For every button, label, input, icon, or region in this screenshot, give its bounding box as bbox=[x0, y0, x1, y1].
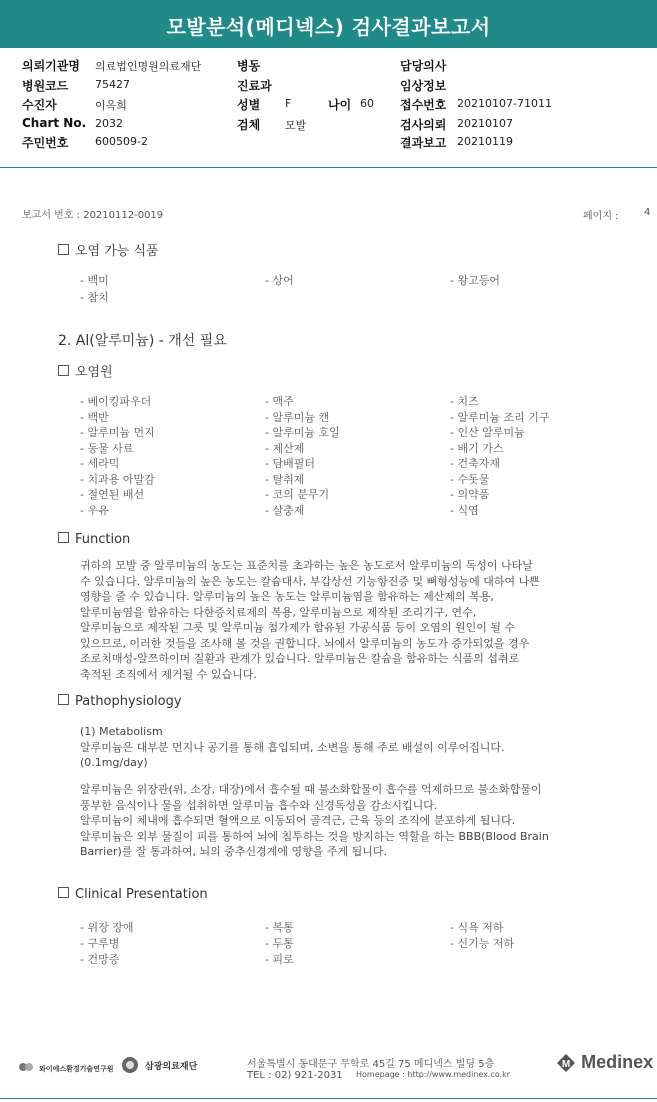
list-item: - 알루미늄 먼지 bbox=[80, 426, 155, 439]
text-line: 알루미늄은 외부 물질이 피를 통하여 뇌에 침투하는 것을 방지하는 역할을 하는 BBB(Blood Brain bbox=[80, 829, 549, 843]
list-item: - 피로 bbox=[265, 953, 294, 966]
page-label: 페이지 : bbox=[583, 211, 619, 222]
list-item: - 식욕 저하 bbox=[450, 921, 504, 934]
list-item: - 건축자재 bbox=[450, 457, 500, 470]
text-line: 수 있습니다. 알루미늄의 높은 농도는 칼슘대사, 부갑상선 기능항진증 및 뼈형성능에 대하여 나쁜 bbox=[80, 574, 540, 588]
samkwang-logo-icon bbox=[120, 1056, 140, 1074]
footer-homepage: Homepage : http://www.medinex.co.kr bbox=[356, 1070, 511, 1079]
list-item: - 알루미늄 캔 bbox=[265, 410, 330, 424]
list-item: - 복통 bbox=[265, 921, 294, 934]
list-item: - 알루미늄 조리 기구 bbox=[450, 410, 550, 424]
footer-logo-2 bbox=[120, 1054, 197, 1074]
receipt-label: 접수번호 bbox=[400, 98, 447, 112]
sex-label: 성별 bbox=[237, 98, 261, 112]
sources-heading: 오염원 bbox=[58, 361, 113, 380]
list-item: - 백미 bbox=[80, 274, 109, 287]
list-item: - 백반 bbox=[80, 410, 109, 424]
footer-divider bbox=[0, 1098, 657, 1099]
department-label: 진료과 bbox=[237, 79, 272, 93]
report-title: 모발분석(메디넥스) 검사결과보고서 bbox=[0, 0, 657, 48]
list-item: - 수돗물 bbox=[450, 472, 490, 486]
text-line: (0.1mg/day) bbox=[80, 756, 148, 769]
clinical-heading: Clinical Presentation bbox=[58, 887, 208, 902]
chart-value: 2032 bbox=[95, 117, 123, 130]
institution-value: 의료법인명원의료재단 bbox=[95, 60, 202, 73]
list-item: - 상어 bbox=[265, 274, 294, 287]
checkbox-square-icon bbox=[58, 532, 69, 543]
list-item: - 식염 bbox=[450, 503, 479, 517]
text-line: Barrier)를 잘 통과하여, 뇌의 중추신경계에 영향을 주게 됩니다. bbox=[80, 845, 388, 858]
report-date-value: 20210119 bbox=[457, 135, 513, 148]
footer-tel: TEL : 02) 921-2031 bbox=[247, 1070, 343, 1081]
text-line: (1) Metabolism bbox=[80, 725, 163, 738]
list-item: - 동물 사료 bbox=[80, 441, 134, 455]
footer-logo-1 bbox=[18, 1056, 113, 1075]
footer-brand bbox=[556, 1052, 653, 1073]
sex-value: F bbox=[285, 97, 292, 110]
patho-text-1 bbox=[80, 724, 650, 771]
report-number: 보고서 번호 : 20210112-0019 bbox=[22, 210, 164, 221]
institution-label: 의뢰기관명 bbox=[22, 59, 80, 73]
age-label: 나이 bbox=[328, 98, 352, 112]
header-divider bbox=[0, 167, 657, 168]
footer-address: 서울특별시 동대문구 무학로 45길 75 메디넥스 빌딩 5층 bbox=[247, 1059, 495, 1070]
id-value: 600509-2 bbox=[95, 135, 148, 148]
receipt-value: 20210107-71011 bbox=[457, 97, 552, 110]
patho-heading: Pathophysiology bbox=[58, 694, 182, 709]
function-heading: Function bbox=[58, 532, 130, 547]
text-line: 귀하의 모발 중 알루미늄의 농도는 표준치를 초과하는 높은 농도로서 알루미늄의 독성이 나타날 bbox=[80, 559, 533, 572]
list-item: - 탈취제 bbox=[265, 472, 305, 486]
list-item: - 제산제 bbox=[265, 441, 305, 455]
specimen-value: 모발 bbox=[285, 119, 307, 132]
ys-logo-icon bbox=[18, 1060, 34, 1074]
footer-logo-2-text: 삼광의료재단 bbox=[145, 1062, 198, 1072]
page-number: 4 bbox=[644, 207, 651, 218]
ward-label: 병동 bbox=[237, 59, 261, 73]
list-item: - 위장 장애 bbox=[80, 921, 134, 934]
clinical-info-label: 임상정보 bbox=[400, 79, 447, 93]
checkbox-square-icon bbox=[58, 694, 69, 705]
list-item: - 알루미늄 호일 bbox=[265, 426, 340, 439]
text-line: 알루미늄은 위장관(위, 소장, 대장)에서 흡수될 때 불소화합물이 흡수를 억제하므로 불소화합물이 bbox=[80, 783, 542, 796]
text-line: 풍부한 음식이나 물을 섭취하면 알루미늄 흡수와 신경독성을 감소시킵니다. bbox=[80, 798, 438, 812]
hospital-code-label: 병원코드 bbox=[22, 79, 69, 93]
text-line: 있으므로, 이러한 것들을 조사해 볼 것을 권합니다. 뇌에서 알루미늄의 농도가 증가되었을 경우 bbox=[80, 636, 530, 650]
age-value: 60 bbox=[360, 97, 374, 110]
list-item: - 건망증 bbox=[80, 953, 120, 966]
text-line: 영향을 줄 수 있습니다. 알루미늄의 높은 농도는 알루미늄염을 함유하는 제산제의 복용, bbox=[80, 590, 494, 603]
list-item: - 절연된 배선 bbox=[80, 488, 145, 501]
patient-value: 이옥희 bbox=[95, 99, 127, 112]
request-value: 20210107 bbox=[457, 117, 513, 130]
function-text bbox=[80, 558, 650, 682]
checkbox-square-icon bbox=[58, 244, 69, 255]
list-item: - 치즈 bbox=[450, 395, 479, 408]
patho-text-2 bbox=[80, 782, 655, 860]
list-item: - 베이킹파우더 bbox=[80, 395, 152, 408]
list-item: - 신기능 저하 bbox=[450, 937, 515, 950]
list-item: - 치과용 아말감 bbox=[80, 472, 155, 486]
text-line: 알루미늄은 대부분 먼지나 공기를 통해 흡입되며, 소변을 통해 주로 배설이 이루어집니다. bbox=[80, 740, 505, 754]
report-header bbox=[0, 50, 657, 168]
list-item: - 배기 가스 bbox=[450, 441, 504, 455]
list-item: - 맥주 bbox=[265, 395, 294, 408]
list-item: - 왕고등어 bbox=[450, 274, 500, 287]
contam-food-heading: 오염 가능 식품 bbox=[58, 240, 159, 259]
list-item: - 인산 알루미늄 bbox=[450, 426, 525, 439]
medinex-logo-icon bbox=[556, 1053, 576, 1073]
footer-brand-text: Medinex bbox=[581, 1052, 654, 1072]
list-item: - 세라믹 bbox=[80, 457, 120, 470]
list-item: - 담배필터 bbox=[265, 457, 315, 470]
list-item: - 구루병 bbox=[80, 937, 120, 950]
text-line: 알루미늄염을 함유하는 다한증치료제의 복용, 알루미늄으로 제작된 조리기구, 연수, bbox=[80, 605, 477, 619]
report-date-label: 결과보고 bbox=[400, 136, 447, 150]
text-line: 알루미늄이 체내에 흡수되면 혈액으로 이동되어 골격근, 근육 등의 조직에 분포하게 됩니다. bbox=[80, 814, 516, 827]
footer-logo-1-text: 와이에스환경기술연구원 bbox=[39, 1065, 114, 1073]
list-item: - 두통 bbox=[265, 937, 294, 950]
text-line: 축적된 조직에서 제거될 수 있습니다. bbox=[80, 667, 257, 681]
list-item: - 의약품 bbox=[450, 488, 490, 501]
svg-text:M: M bbox=[561, 1058, 571, 1070]
chart-label: Chart No. bbox=[22, 116, 87, 130]
text-line: 알루미늄으로 제작된 그릇 및 알루미늄 첨가제가 함유된 가공식품 등이 오염의 원인이 될 수 bbox=[80, 621, 516, 634]
hospital-code-value: 75427 bbox=[95, 78, 130, 91]
text-line: 조로치매성-알쯔하이머 질환과 관계가 있습니다. 알루미늄은 칼슘을 함유하는 식품의 섭취로 bbox=[80, 652, 520, 665]
list-item: - 참치 bbox=[80, 291, 109, 304]
request-label: 검사의뢰 bbox=[400, 118, 447, 132]
doctor-label: 담당의사 bbox=[400, 59, 447, 73]
list-item: - 살충제 bbox=[265, 503, 305, 517]
list-item: - 우유 bbox=[80, 503, 109, 517]
id-label: 주민번호 bbox=[22, 136, 69, 150]
patient-label: 수진자 bbox=[22, 98, 57, 112]
checkbox-square-icon bbox=[58, 887, 69, 898]
checkbox-square-icon bbox=[58, 365, 69, 376]
list-item: - 코의 분무기 bbox=[265, 488, 330, 501]
specimen-label: 검체 bbox=[237, 118, 261, 132]
al-heading: 2. Al(알루미늄) - 개선 필요 bbox=[58, 333, 227, 349]
